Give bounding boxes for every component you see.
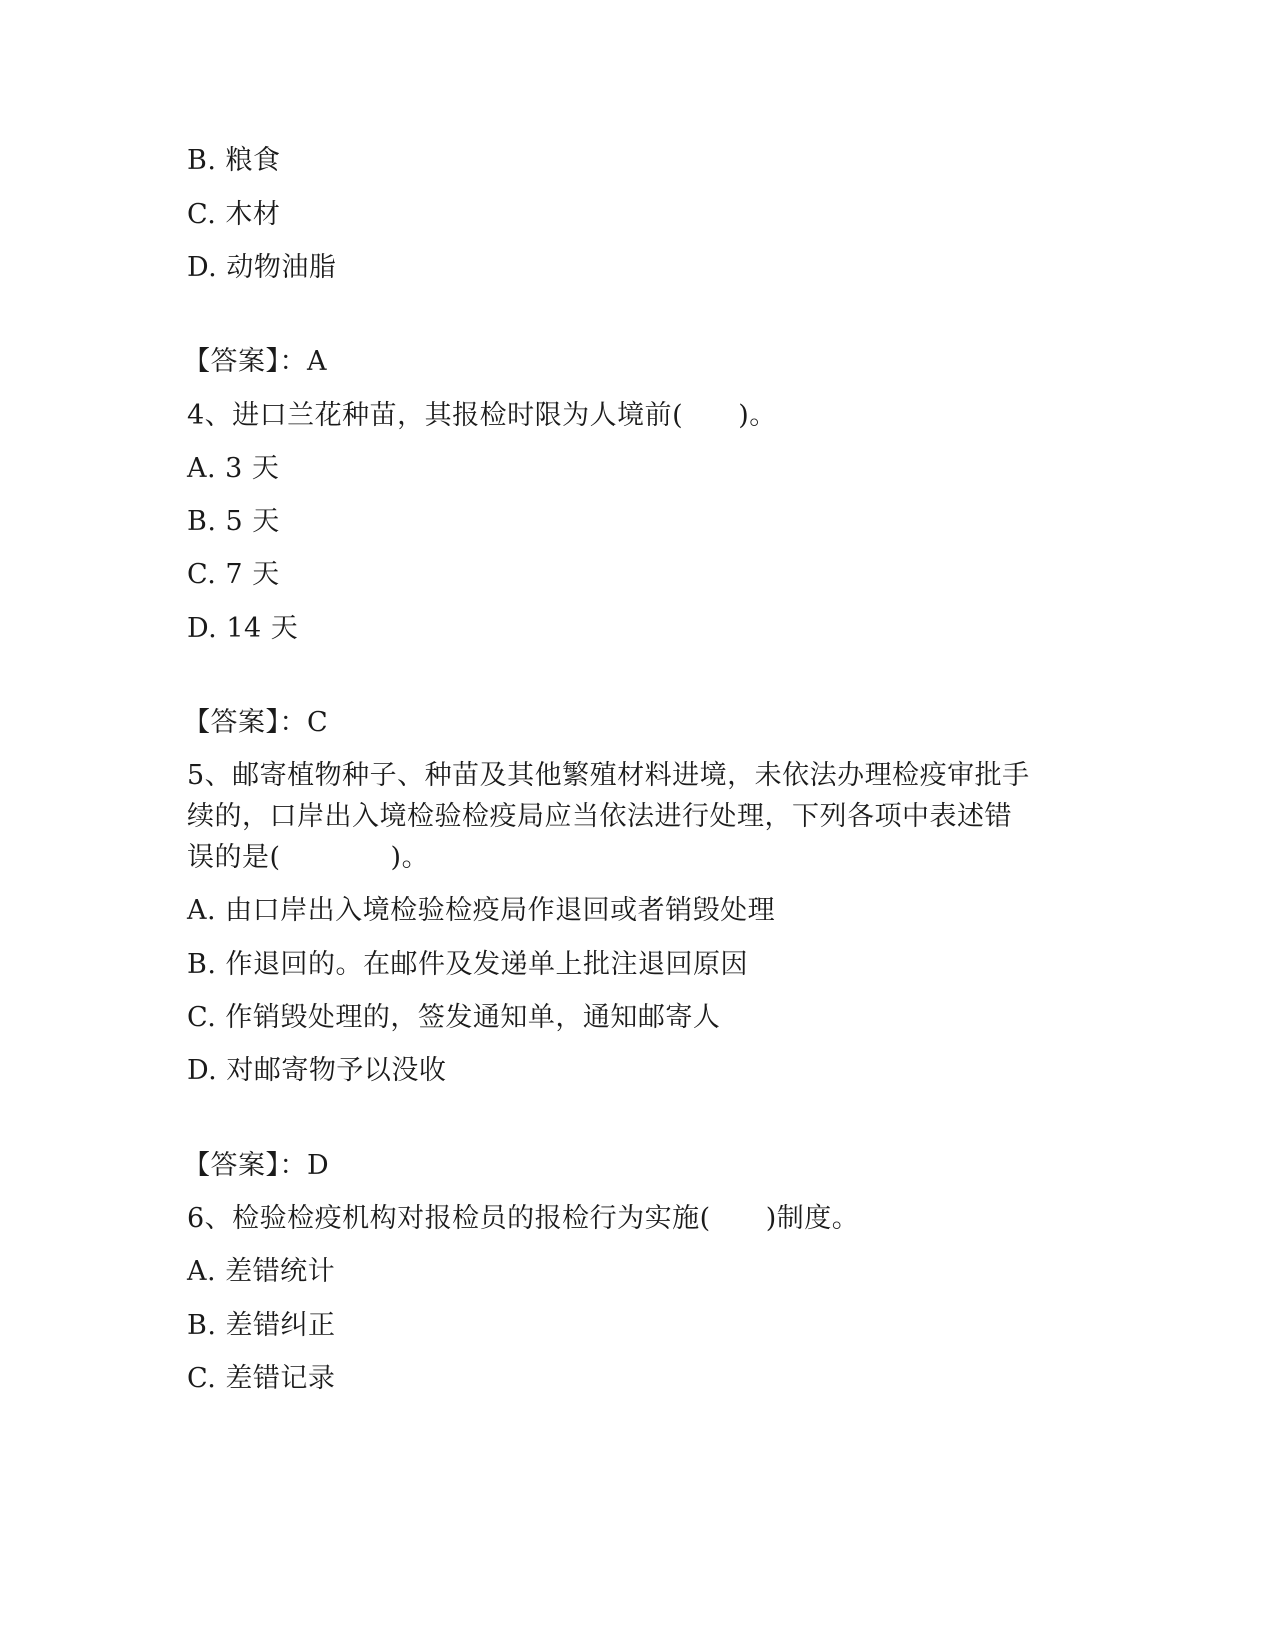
q4-option-b: B. 5 天 xyxy=(187,506,280,537)
q3-option-c: C. 木材 xyxy=(187,199,281,230)
q6-stem: 6、检验检疫机构对报检员的报检行为实施( )制度。 xyxy=(187,1203,860,1234)
q5-option-b: B. 作退回的。在邮件及发递单上批注退回原因 xyxy=(187,949,749,980)
q5-option-c: C. 作销毁处理的，签发通知单，通知邮寄人 xyxy=(187,1002,721,1033)
q5-option-d: D. 对邮寄物予以没收 xyxy=(187,1055,447,1086)
q6-option-c: C. 差错记录 xyxy=(187,1363,336,1394)
q4-option-a: A. 3 天 xyxy=(187,453,280,484)
q4-option-c: C. 7 天 xyxy=(187,559,280,590)
q3-option-b: B. 粮食 xyxy=(187,145,281,176)
q6-option-b: B. 差错纠正 xyxy=(187,1310,336,1341)
q5-stem-line-3: 误的是( )。 xyxy=(187,842,430,873)
q5-option-a: A. 由口岸出入境检验检疫局作退回或者销毁处理 xyxy=(187,895,776,926)
q4-stem: 4、进口兰花种苗，其报检时限为人境前( )。 xyxy=(187,400,777,431)
q5-stem-line-1: 5、邮寄植物种子、种苗及其他繁殖材料进境，未依法办理检疫审批手 xyxy=(187,760,1030,791)
q5-stem-line-2: 续的，口岸出入境检验检疫局应当依法进行处理，下列各项中表述错 xyxy=(187,801,1012,832)
q3-option-d: D. 动物油脂 xyxy=(187,252,337,283)
q5-answer: 【答案】：D xyxy=(183,1150,330,1181)
q4-option-d: D. 14 天 xyxy=(187,613,299,644)
q3-answer: 【答案】：A xyxy=(183,346,327,377)
q4-answer: 【答案】：C xyxy=(183,707,329,738)
q6-option-a: A. 差错统计 xyxy=(187,1256,336,1287)
